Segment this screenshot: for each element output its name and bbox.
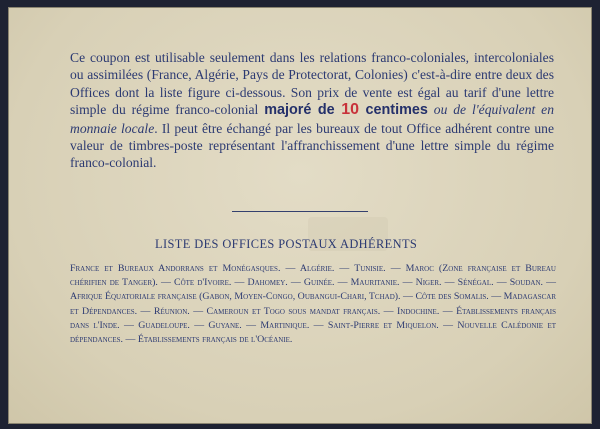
surcharge-number: 10 [341,101,359,119]
surcharge-highlight [264,102,428,118]
description-text-1: Ce coupon est utilisable seulement dans les relations franco-coloniales, intercoloniales ou assimilées (France, Algérie, Pays de Protectorat, Colonies) c'est-à-dire entre deux des Offices dont la liste figure ci-dessous. Son prix de vente est égal au tarif d'une lettre simple du régime franco-colonial [70,50,554,118]
surcharge-suffix: centimes [358,102,428,119]
coupon-description [70,49,554,172]
local-currency-note: ou de l'équivalent en monnaie locale [70,102,555,136]
reply-coupon-card [8,7,592,424]
surcharge-prefix: majoré de [264,102,342,119]
description-text-2: . Il peut être échangé par les bureaux de tout Office adhérent contre une valeur de timbres-poste représentant l'affranchissement d'une lettre simple du régime franco-colonial. [70,120,554,171]
offices-list: France et Bureaux Andorrans et Monégasques. — Algérie. — Tunisie. — Maroc (Zone française et Bureau chérifien de Tanger). — Côte d'Ivoire. — Dahomey. — Guinée. — Mauritanie. — Niger. — Sénégal. — Soudan. — Afrique Équatoriale française (Gabon, Moyen-Congo, Oubangui-Chari, Tchad). — Côte des Somalis. — Madagascar et Dépendances. — Réunion. — Cameroun et Togo sous mandat français. — Indochine. — Établissements français dans l'Inde. — Guadeloupe. — Guyane. — Martinique. — Saint-Pierre et Miquelon. — Nouvelle Calédonie et dépendances. — Établissements français de l'Océanie. [70,263,556,346]
section-divider [232,211,368,212]
offices-list-title: LISTE DES OFFICES POSTAUX ADHÉRENTS [155,237,418,251]
